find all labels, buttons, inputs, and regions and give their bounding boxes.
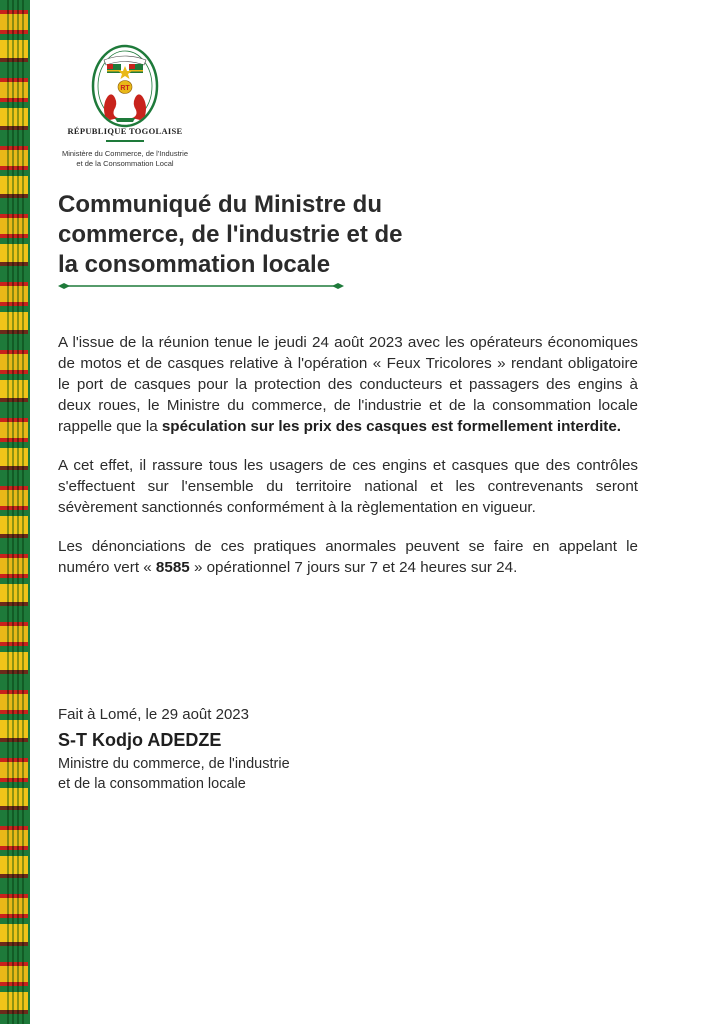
decorative-border: [0, 0, 28, 1024]
republic-label: RÉPUBLIQUE TOGOLAISE: [67, 126, 183, 136]
signatory-name: S-T Kodjo ADEDZE: [58, 730, 222, 750]
communique-body: [58, 332, 638, 596]
paragraph-3-after: » opérationnel 7 jours sur 7 et 24 heures sur 24.: [189, 559, 518, 576]
paragraph-2: A cet effet, il rassure tous les usagers de ces engins et casques que des contrôles s'effectuent sur l'ensemble du territoire national et les contrevenants seront sévèrement sanctionnés conformément à la règlementation en vigueur.: [58, 457, 638, 516]
coat-of-arms-emblem: [90, 44, 160, 128]
paragraph-3-before: Les dénonciations de ces pratiques anormales peuvent se faire en appelant le numéro vert «: [58, 538, 638, 576]
ministry-header: [40, 149, 210, 169]
title-line2: commerce, de l'industrie et de: [58, 221, 403, 248]
ministry-header-line2: et de la Consommation Local: [76, 159, 174, 168]
title-line1: Communiqué du Ministre du: [58, 191, 382, 218]
signatory-role-line1: Ministre du commerce, de l'industrie: [58, 756, 290, 772]
hotline-number: 8585: [155, 559, 190, 576]
page-title: [58, 190, 498, 280]
paragraph-1: [58, 332, 638, 437]
paragraph-3: [58, 536, 638, 578]
signature-block: [58, 704, 458, 794]
title-divider: [58, 281, 344, 291]
title-line3: la consommation locale: [58, 251, 331, 278]
signature-date: Fait à Lomé, le 29 août 2023: [58, 706, 249, 723]
ministry-header-line1: Ministère du Commerce, de l'Industrie: [61, 149, 189, 158]
signatory-role: [58, 754, 458, 794]
paragraph-1-text: A l'issue de la réunion tenue le jeudi 24 août 2023 avec les opérateurs économiques de motos et de casques relative à l'opération « Feux Tricolores » rendant obligatoire le port de casques pour la protection des conducteurs et passagers des engins à deux roues, le Ministre du commerce, de l'industrie et de la consommation locale rappelle que la: [58, 334, 638, 435]
paragraph-1-emphasis: spéculation sur les prix des casques est formellement interdite.: [161, 418, 622, 435]
emblem-rt-text: RT: [120, 85, 130, 92]
republic-divider: [106, 140, 144, 142]
signatory-role-line2: et de la consommation locale: [58, 776, 246, 792]
